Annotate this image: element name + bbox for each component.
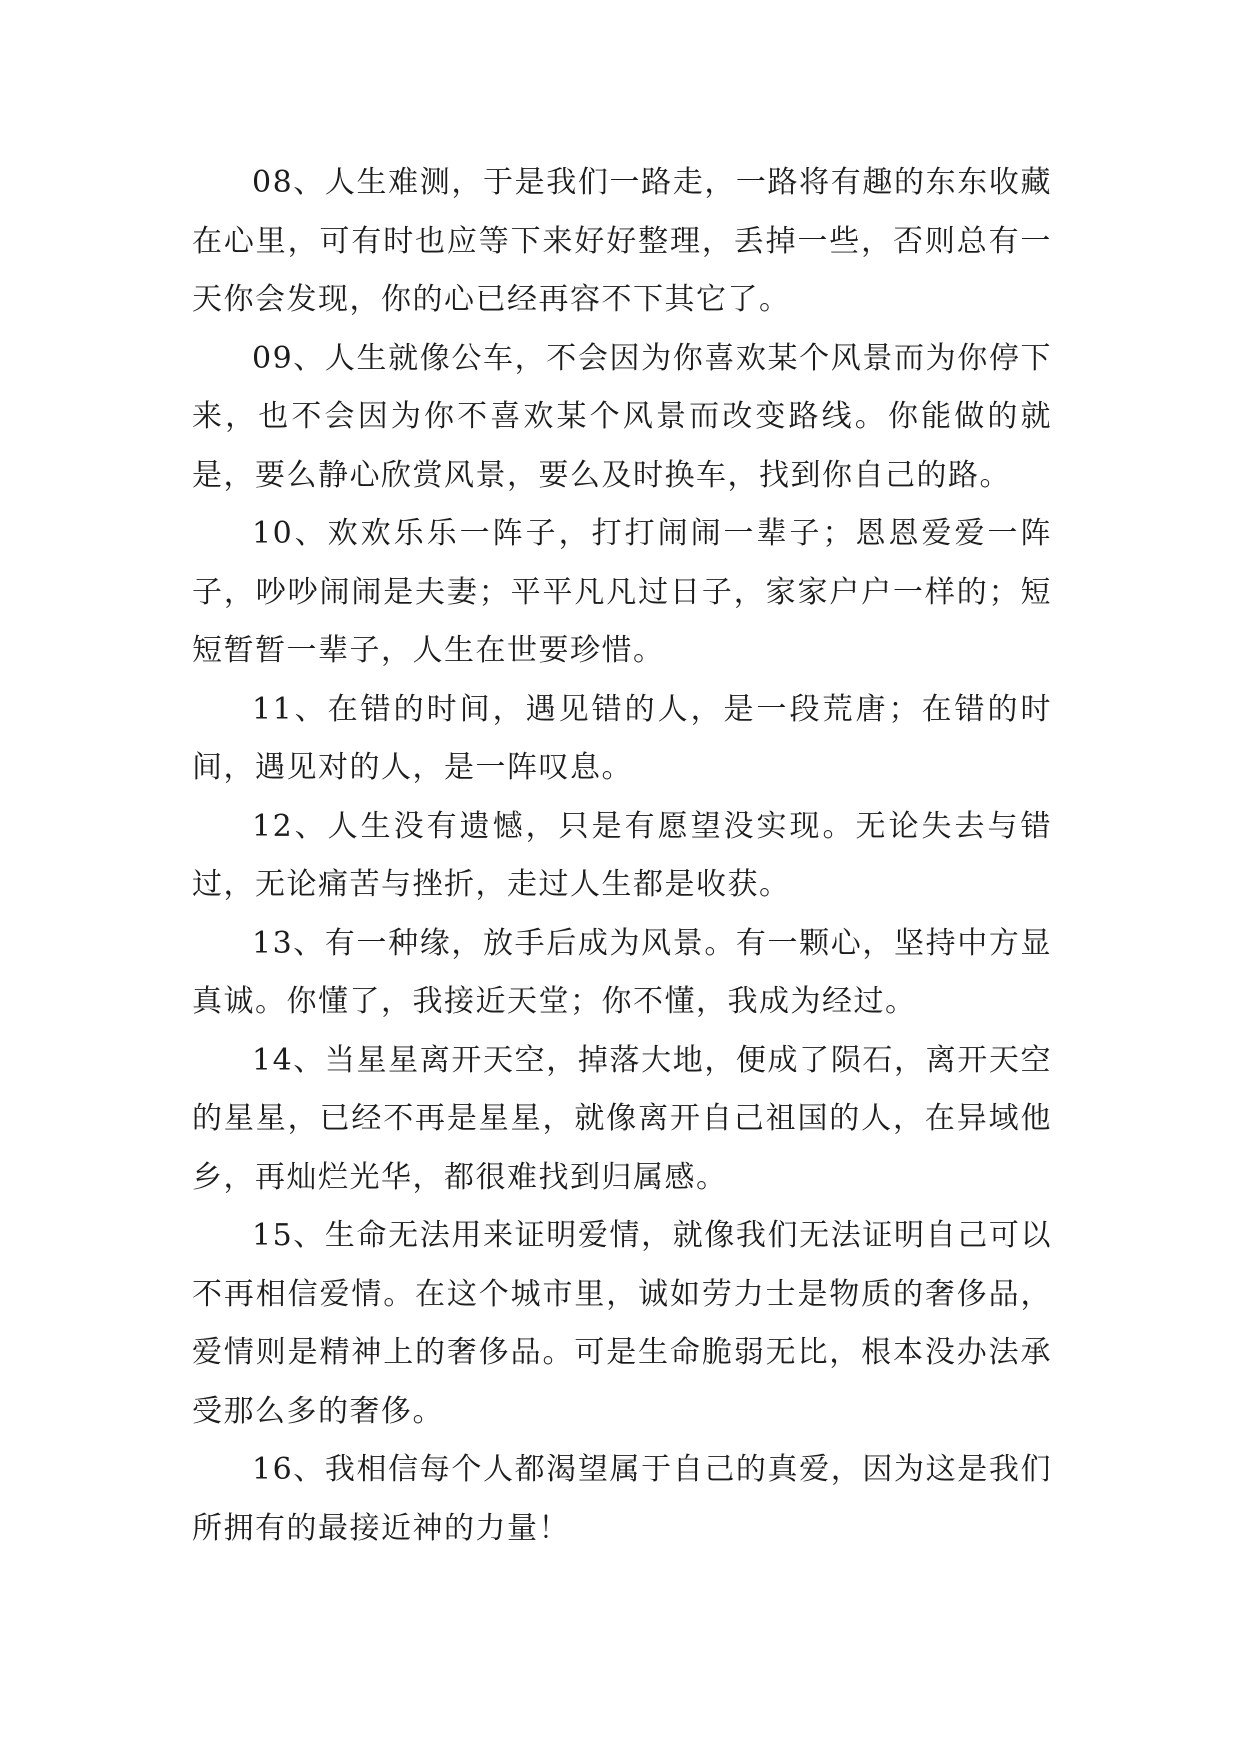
paragraph-13: 13、有一种缘，放手后成为风景。有一颗心，坚持中方显真诚。你懂了，我接近天堂；你不懂，我成为经过。 xyxy=(192,925,1052,1019)
paragraph-08: 08、人生难测，于是我们一路走，一路将有趣的东东收藏在心里，可有时也应等下来好好整理，丢掉一些，否则总有一天你会发现，你的心已经再容不下其它了。 xyxy=(192,165,1052,317)
paragraph-10: 10、欢欢乐乐一阵子，打打闹闹一辈子；恩恩爱爱一阵子，吵吵闹闹是夫妻；平平凡凡过日子，家家户户一样的；短短暂暂一辈子，人生在世要珍惜。 xyxy=(192,516,1052,668)
paragraph-12: 12、人生没有遗憾，只是有愿望没实现。无论失去与错过，无论痛苦与挫折，走过人生都是收获。 xyxy=(192,808,1052,902)
paragraph-11: 11、在错的时间，遇见错的人，是一段荒唐；在错的时间，遇见对的人，是一阵叹息。 xyxy=(192,691,1052,785)
paragraph-09: 09、人生就像公车，不会因为你喜欢某个风景而为你停下来，也不会因为你不喜欢某个风景而改变路线。你能做的就是，要么静心欣赏风景，要么及时换车，找到你自己的路。 xyxy=(192,340,1052,493)
document-body xyxy=(192,154,1052,1558)
paragraph-16: 16、我相信每个人都渴望属于自己的真爱，因为这是我们所拥有的最接近神的力量！ xyxy=(192,1452,1052,1546)
paragraph-15: 15、生命无法用来证明爱情，就像我们无法证明自己可以不再相信爱情。在这个城市里，诚如劳力士是物质的奢侈品，爱情则是精神上的奢侈品。可是生命脆弱无比，根本没办法承受那么多的奢侈。 xyxy=(192,1218,1052,1429)
paragraph-14: 14、当星星离开天空，掉落大地，便成了陨石，离开天空的星星，已经不再是星星，就像离开自己祖国的人，在异域他乡，再灿烂光华，都很难找到归属感。 xyxy=(192,1042,1052,1195)
